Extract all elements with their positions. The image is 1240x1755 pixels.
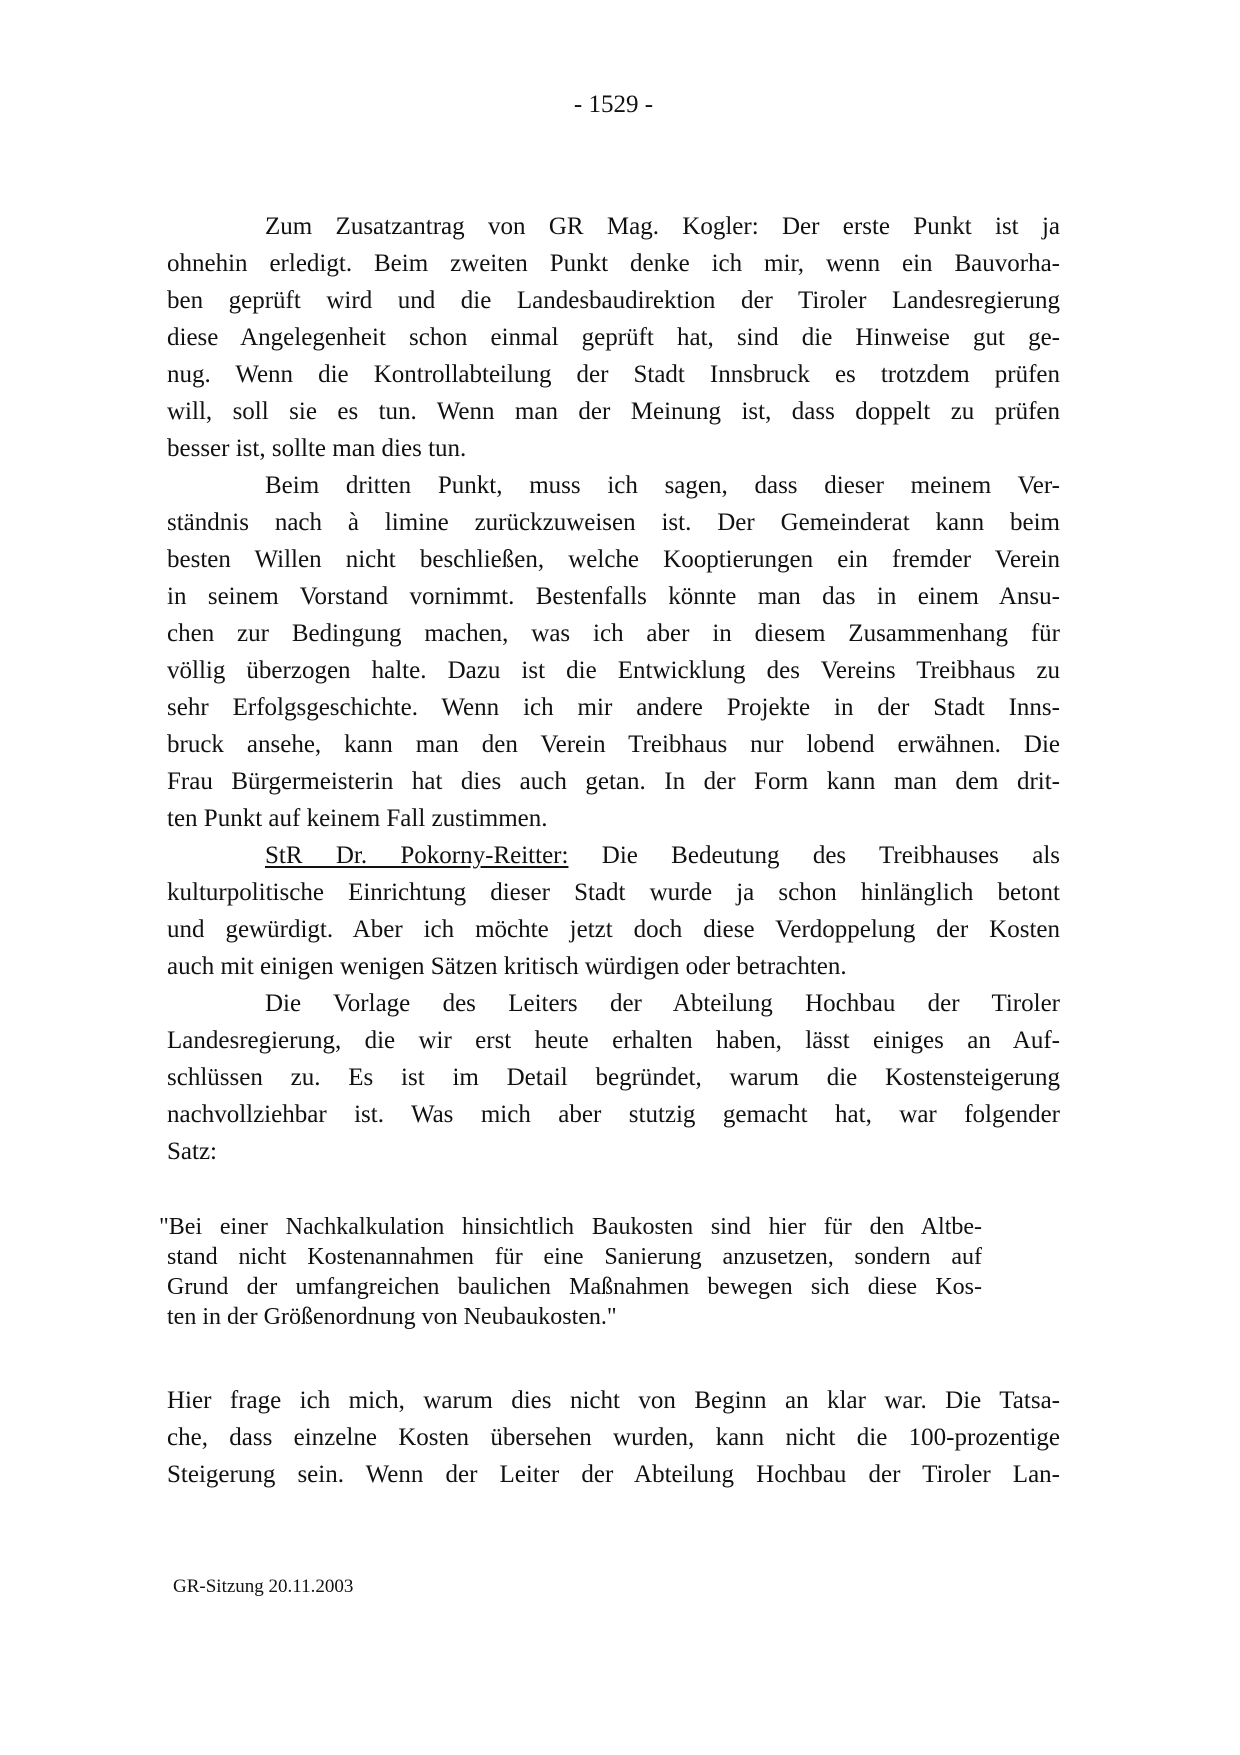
- text-line: Beim dritten Punkt, muss ich sagen, dass dieser meinem Ver-: [265, 472, 1060, 499]
- text-line: Die Vorlage des Leiters der Abteilung Hochbau der Tiroler: [265, 990, 1060, 1017]
- text-line: in seinem Vorstand vornimmt. Bestenfalls könnte man das in einem Ansu-: [167, 583, 1060, 610]
- paragraph: [167, 467, 1060, 837]
- text-line: will, soll sie es tun. Wenn man der Meinung ist, dass doppelt zu prüfen: [167, 398, 1060, 425]
- page-number: - 1529 -: [573, 91, 654, 118]
- text-line: stand nicht Kostenannahmen für eine Sanierung anzusetzen, sondern auf: [167, 1244, 982, 1270]
- paragraph: [167, 208, 1060, 467]
- text-line: che, dass einzelne Kosten übersehen wurden, kann nicht die 100-prozentige: [167, 1424, 1060, 1451]
- text-line: Landesregierung, die wir erst heute erhalten haben, lässt einiges an Auf-: [167, 1027, 1060, 1054]
- text-line: Hier frage ich mich, warum dies nicht von Beginn an klar war. Die Tatsa-: [167, 1387, 1060, 1414]
- text-line: ten in der Größenordnung von Neubaukosten.": [167, 1304, 617, 1330]
- text-line: besser ist, sollte man dies tun.: [167, 435, 467, 462]
- text-line: StR Dr. Pokorny-Reitter: Die Bedeutung des Treibhauses als: [265, 842, 1061, 869]
- paragraph: [167, 1382, 1060, 1493]
- page-footer: GR-Sitzung 20.11.2003: [173, 1576, 354, 1597]
- text-line: besten Willen nicht beschließen, welche Kooptierungen ein fremder Verein: [167, 546, 1060, 573]
- paragraph: [167, 985, 1060, 1170]
- text-line: chen zur Bedingung machen, was ich aber in diesem Zusammenhang für: [167, 620, 1060, 647]
- text-line: auch mit einigen wenigen Sätzen kritisch würdigen oder betrachten.: [167, 953, 847, 980]
- text-line: sehr Erfolgsgeschichte. Wenn ich mir andere Projekte in der Stadt Inns-: [167, 694, 1060, 721]
- text-line: Zum Zusatzantrag von GR Mag. Kogler: Der erste Punkt ist ja: [265, 213, 1060, 240]
- text-line: ben geprüft wird und die Landesbaudirektion der Tiroler Landesregierung: [167, 287, 1060, 314]
- text-line: Satz:: [167, 1138, 217, 1165]
- paragraph: [167, 837, 1060, 985]
- text-line: Frau Bürgermeisterin hat dies auch getan. In der Form kann man dem drit-: [167, 768, 1060, 795]
- text-line: schlüssen zu. Es ist im Detail begründet, warum die Kostensteigerung: [167, 1064, 1060, 1091]
- quote-block: [159, 1212, 982, 1332]
- text-line: Steigerung sein. Wenn der Leiter der Abteilung Hochbau der Tiroler Lan-: [167, 1461, 1060, 1488]
- text-line: Grund der umfangreichen baulichen Maßnahmen bewegen sich diese Kos-: [167, 1274, 982, 1300]
- text-line: und gewürdigt. Aber ich möchte jetzt doch diese Verdoppelung der Kosten: [167, 916, 1060, 943]
- text-line: völlig überzogen halte. Dazu ist die Entwicklung des Vereins Treibhaus zu: [167, 657, 1060, 684]
- text-line: ohnehin erledigt. Beim zweiten Punkt denke ich mir, wenn ein Bauvorha-: [167, 250, 1060, 277]
- text-line: ständnis nach à limine zurückzuweisen ist. Der Gemeinderat kann beim: [167, 509, 1060, 536]
- text-column: [159, 86, 1061, 1599]
- text-line: diese Angelegenheit schon einmal geprüft hat, sind die Hinweise gut ge-: [167, 324, 1060, 351]
- text-line: nug. Wenn die Kontrollabteilung der Stadt Innsbruck es trotzdem prüfen: [167, 361, 1060, 388]
- text-line: kulturpolitische Einrichtung dieser Stadt wurde ja schon hinlänglich betont: [167, 879, 1060, 906]
- text-line: nachvollziehbar ist. Was mich aber stutzig gemacht hat, war folgender: [167, 1101, 1060, 1128]
- text-line: bruck ansehe, kann man den Verein Treibhaus nur lobend erwähnen. Die: [167, 731, 1060, 758]
- text-line: ten Punkt auf keinem Fall zustimmen.: [167, 805, 548, 832]
- text-line: "Bei einer Nachkalkulation hinsichtlich Baukosten sind hier für den Altbe-: [159, 1214, 982, 1240]
- document-body: [159, 208, 1061, 1493]
